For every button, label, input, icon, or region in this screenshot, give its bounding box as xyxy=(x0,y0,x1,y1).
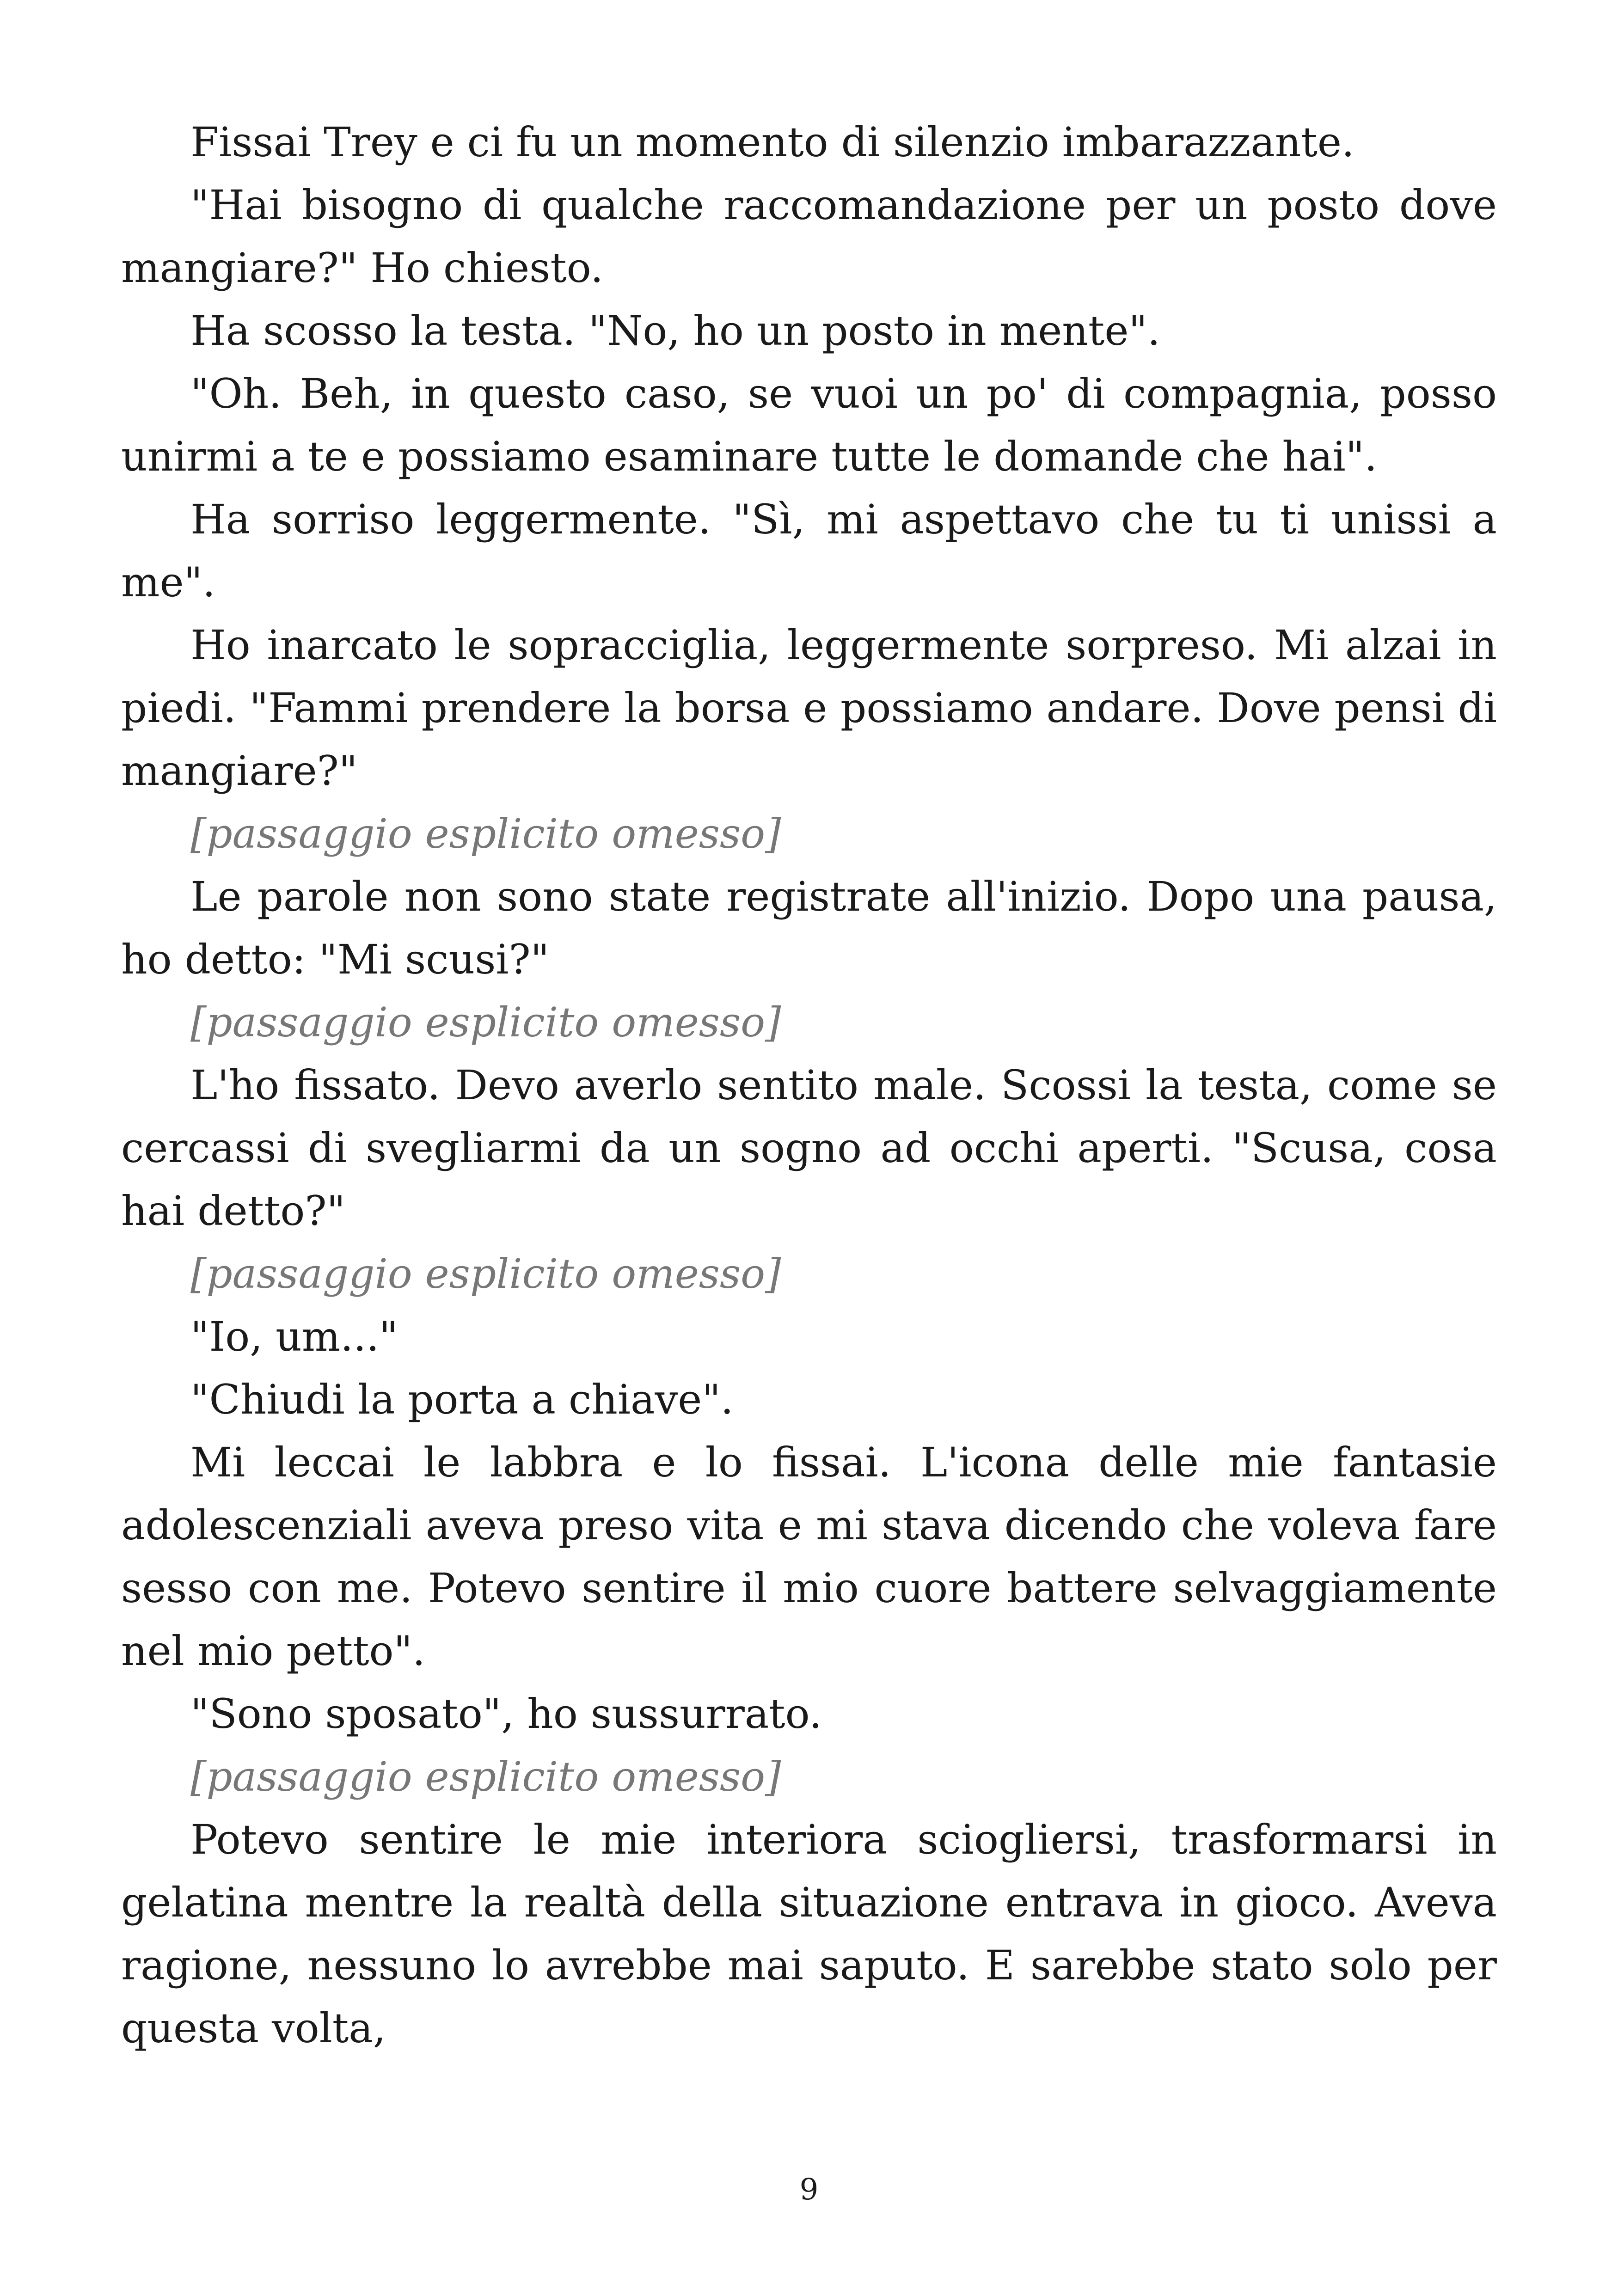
page-number: 9 xyxy=(799,2173,819,2207)
paragraph: Mi leccai le labbra e lo fissai. L'icona delle mie fantasie adolescenziali aveva preso vita e mi stava dicendo che voleva fare sesso con me. Potevo sentire il mio cuore battere selvaggiamente nel mio petto". xyxy=(121,1439,1497,1675)
paragraph: Fissai Trey e ci fu un momento di silenzio imbarazzante. xyxy=(190,118,1354,166)
paragraph: Potevo sentire le mie interiora sciogliersi, trasformarsi in gelatina mentre la realtà della situazione entrava in gioco. Aveva ragione, nessuno lo avrebbe mai saputo. E sarebbe stato solo per questa volta, xyxy=(121,1816,1497,2052)
paragraph: "Chiudi la porta a chiave". xyxy=(190,1376,734,1423)
paragraph: "Hai bisogno di qualche raccomandazione per un posto dove mangiare?" Ho chiesto. xyxy=(121,181,1497,292)
page-body xyxy=(121,111,1497,2060)
paragraph: Ho inarcato le sopracciglia, leggermente sorpreso. Mi alzai in piedi. "Fammi prendere la borsa e possiamo andare. Dove pensi di mangiare?" xyxy=(121,621,1497,795)
redacted-paragraph: [passaggio esplicito omesso] xyxy=(190,998,781,1046)
redacted-paragraph: [passaggio esplicito omesso] xyxy=(190,1250,781,1298)
paragraph: Ha sorriso leggermente. "Sì, mi aspettavo che tu ti unissi a me". xyxy=(121,496,1497,606)
redacted-paragraph: [passaggio esplicito omesso] xyxy=(190,1753,781,1800)
paragraph: "Oh. Beh, in questo caso, se vuoi un po' di compagnia, posso unirmi a te e possiamo esaminare tutte le domande che hai". xyxy=(121,370,1497,480)
paragraph: "Sono sposato", ho sussurrato. xyxy=(190,1690,822,1738)
paragraph: Ha scosso la testa. "No, ho un posto in mente". xyxy=(190,307,1160,355)
paragraph: "Io, um..." xyxy=(190,1313,398,1360)
paragraph: L'ho fissato. Devo averlo sentito male. Scossi la testa, come se cercassi di svegliarmi da un sogno ad occhi aperti. "Scusa, cosa hai detto?" xyxy=(121,1061,1497,1235)
redacted-paragraph: [passaggio esplicito omesso] xyxy=(190,810,781,857)
paragraph: Le parole non sono state registrate all'inizio. Dopo una pausa, ho detto: "Mi scusi?" xyxy=(121,873,1497,983)
